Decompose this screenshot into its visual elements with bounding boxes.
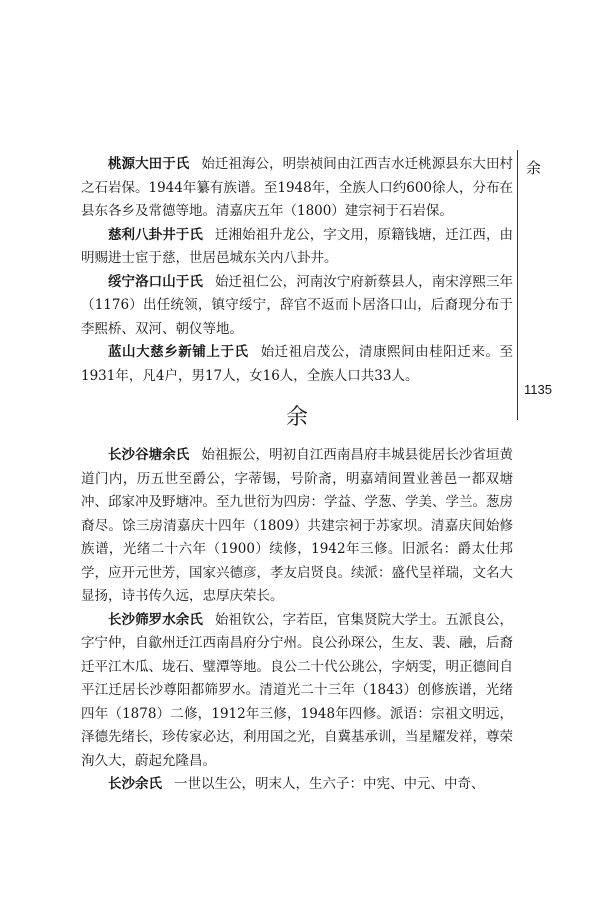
entry-taoyuan-yu [81, 153, 513, 224]
entry-text: 一世以生公，明末人，生六子：中宪、中元、中奇、 [174, 776, 485, 792]
entry-suining-yu [81, 271, 513, 342]
body-text [81, 153, 513, 797]
margin-rule [517, 150, 518, 420]
entry-text: 迁湘始祖升龙公，字文用，原籍钱塘，迁江西，由明赐进士宦于慈，世居邑城东关内八卦井。 [81, 226, 513, 266]
entry-lanshan-yu [81, 341, 513, 388]
entry-heading: 绥宁洛口山于氏 [108, 273, 203, 290]
entry-text: 始迁祖海公，明崇祯间由江西吉水迁桃源县东大田村之石岩保。1944年纂有族谱。至1948年，全族人口约600徐人，分布在县东各乡及常德等地。清嘉庆五年（1800）建宗祠于石岩保。 [81, 156, 514, 219]
entry-heading: 长沙余氏 [108, 776, 162, 792]
page-number: 1135 [524, 382, 552, 397]
section-title: 余 [285, 405, 308, 430]
entry-text: 始迁祖启茂公，清康熙间由桂阳迁来。至1931年，凡4户，男17人，女16人，全族人口共33人。 [81, 344, 514, 384]
entry-changsha-shailuoshui-yu [81, 609, 513, 774]
entry-changsha-gutang-yu [81, 444, 513, 609]
entry-heading: 长沙筛罗水余氏 [108, 611, 203, 628]
entry-heading: 蓝山大慈乡新铺上于氏 [108, 344, 249, 360]
entry-text: 始祖钦公，字若臣，官集贤院大学士。五派良公，字宁仲，自歙州迁江西南昌府分宁州。良公孙琛公，生友、裴、融，后裔迁平江木瓜、垅石、璧潭等地。良公二十代公珧公，字炳雯，明正德间自平江迁居长沙尊阳都筛罗水。清道光二十三年（1843）创修族谱，光绪四年（1878）二修，1912年三修，1948年四修。派语：宗祖文明远，泽德先绪长，珍传家必达，利用国之光，自冀基承训，当星耀发祥，尊荣洵久大，蔚起允隆昌。 [81, 611, 513, 769]
running-head-surname: 余 [526, 159, 542, 177]
entry-heading: 长沙谷塘余氏 [108, 447, 190, 463]
entry-text: 始祖振公，明初自江西南昌府丰城县徙居长沙省垣黄道门内，历五世至爵公，字蒂锡，号阶斋，明嘉靖间置业善邑一都双塘冲、邱家冲及野塘冲。至九世衍为四房：学益、学葱、学美、学兰。葱房裔尽。馀三房清嘉庆十四年（1809）共建宗祠于苏家坝。清嘉庆间始修族谱，光绪二十六年（1900）续修，1942年三修。旧派名：爵太仕邦学，应开元世芳，国家兴德彦，孝友启贤良。续派：盛代呈祥瑞，文名大显扬，诗书传久远，忠厚庆荣长。 [81, 447, 514, 604]
entry-changsha-yu [81, 773, 513, 797]
entry-text: 始迁祖仁公，河南汝宁府新蔡县人，南宋淳熙三年（1176）出任统领，镇守绥宁，辞官不返而卜居洛口山，后裔现分布于李熙桥、双河、朝仪等地。 [81, 273, 513, 337]
entry-heading: 桃源大田于氏 [108, 156, 190, 172]
entry-heading: 慈利八卦井于氏 [108, 226, 203, 243]
entry-cili-yu [81, 224, 513, 271]
